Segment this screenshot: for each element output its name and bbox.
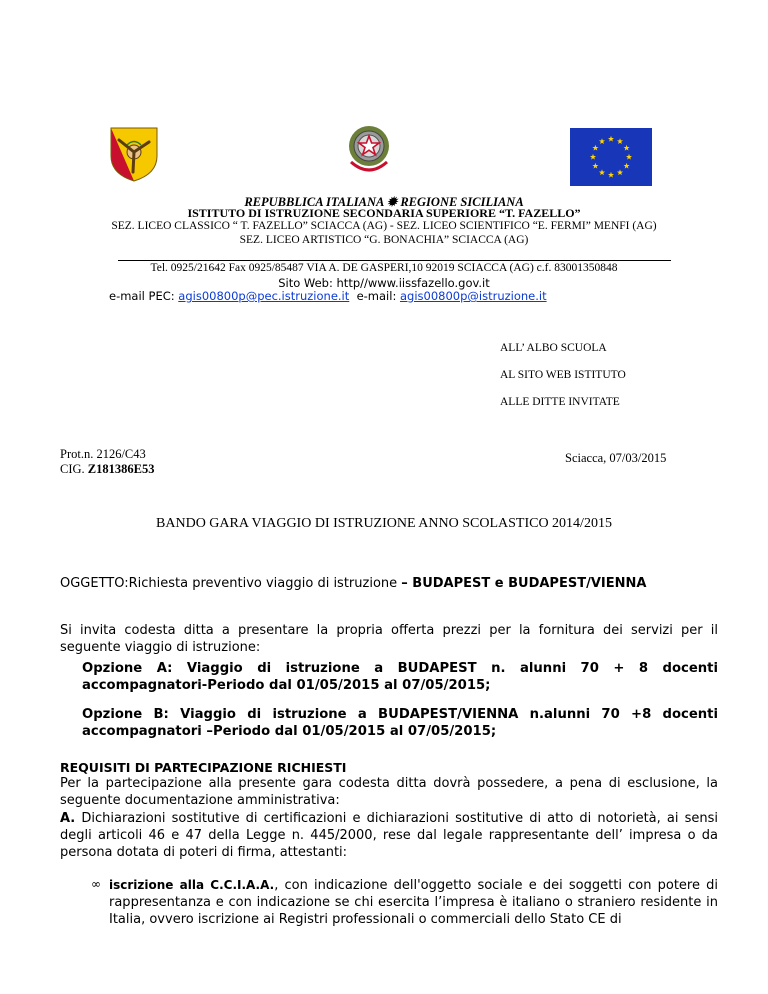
requirement-a [60, 810, 718, 861]
eu-star-icon [592, 145, 598, 151]
republic-region-heading: REPUBBLICA ITALIANA ✹ REGIONE SICILIANA [244, 195, 524, 209]
email-label: e-mail: [349, 289, 400, 303]
requirement-bullet-1 [109, 877, 718, 928]
protocol-number: Prot.n. 2126/C43 [60, 447, 146, 461]
option-a: Opzione A: Viaggio di istruzione a BUDAPEST n. alunni 70 + 8 docenti accompagnatori-Periodo dal 01/05/2015 al 07/05/2015; [82, 661, 718, 693]
bullet-text: , con indicazione dell'oggetto sociale e dei soggetti con potere di rappresentanza e con indicazione se chi esercita l’impresa è italiano o straniero residente in Italia, ovvero iscrizione ai Registri professionali o commerciali dello Stato CE di [109, 878, 719, 927]
document-date: Sciacca, 07/03/2015 [565, 451, 667, 465]
subject-destinations: – BUDAPEST e BUDAPEST/VIENNA [401, 576, 647, 591]
document-title: BANDO GARA VIAGGIO DI ISTRUZIONE ANNO SCOLASTICO 2014/2015 [156, 516, 612, 531]
sicily-coat-of-arms-icon [109, 126, 159, 182]
eu-star-icon [608, 136, 614, 142]
contact-line: Tel. 0925/21642 Fax 0925/85487 VIA A. DE GASPERI,10 92019 SCIACCA (AG) c.f. 83001350848 [150, 262, 618, 274]
requirement-a-label: A. [60, 811, 76, 826]
email-link[interactable]: agis00800p@istruzione.it [399, 289, 547, 303]
recipient-sito-web: AL SITO WEB ISTITUTO [500, 369, 626, 381]
subject-label: OGGETTO:Richiesta preventivo viaggio di istruzione [60, 576, 402, 591]
option-b: Opzione B: Viaggio di istruzione a BUDAPEST/VIENNA n.alunni 70 +8 docenti accompagnatori –Periodo dal 01/05/2015 al 07/05/2015; [82, 707, 718, 739]
eu-star-icon [599, 169, 605, 175]
email-line [109, 289, 547, 303]
subject-line [60, 575, 718, 592]
recipient-albo: ALL’ ALBO SCUOLA [500, 342, 607, 354]
bullet-bold: iscrizione alla C.C.I.A.A. [109, 878, 275, 892]
header-divider [118, 260, 671, 261]
eu-star-icon [592, 163, 598, 169]
intro-paragraph: Si invita codesta ditta a presentare la propria offerta prezzi per la fornitura dei servizi per il seguente viaggio di istruzione: [60, 623, 718, 655]
eu-star-icon [624, 145, 630, 151]
cig-label: CIG. [60, 462, 88, 476]
institute-sections-line1: SEZ. LICEO CLASSICO “ T. FAZELLO” SCIACCA (AG) - SEZ. LICEO SCIENTIFICO “E. FERMI” MENFI (AG) [111, 220, 657, 232]
eu-star-icon [617, 138, 623, 144]
requirements-heading: REQUISITI DI PARTECIPAZIONE RICHIESTI [60, 760, 347, 775]
website-line: Sito Web: http//www.iissfazello.gov.it [278, 276, 490, 290]
italian-republic-emblem-icon [345, 122, 393, 178]
recipient-ditte: ALLE DITTE INVITATE [500, 396, 620, 408]
eu-star-icon [599, 138, 605, 144]
institute-name: ISTITUTO DI ISTRUZIONE SECONDARIA SUPERIORE “T. FAZELLO” [187, 206, 581, 220]
pec-email-link[interactable]: agis00800p@pec.istruzione.it [178, 289, 350, 303]
eu-star-icon [617, 169, 623, 175]
requirements-paragraph: Per la partecipazione alla presente gara codesta ditta dovrà possedere, a pena di esclusione, la seguente documentazione amministrativa: [60, 776, 718, 808]
bullet-icon: ∞ [91, 877, 101, 891]
pec-label: e-mail PEC: [109, 289, 179, 303]
cig-line [60, 462, 154, 477]
eu-star-icon [626, 154, 632, 160]
requirement-a-text: Dichiarazioni sostitutive di certificazioni e dichiarazioni sostitutive di atto di notorietà, ai sensi degli articoli 46 e 47 della Legge n. 445/2000, rese dal legale rappresentante dell’ impresa o da persona dotata di poteri di firma, attestanti: [60, 811, 718, 860]
eu-star-icon [590, 154, 596, 160]
eu-star-icon [624, 163, 630, 169]
eu-flag-icon [570, 128, 652, 186]
eu-star-icon [608, 172, 614, 178]
cig-code: Z181386E53 [87, 462, 155, 476]
institute-sections-line2: SEZ. LICEO ARTISTICO “G. BONACHIA” SCIACCA (AG) [239, 234, 529, 246]
